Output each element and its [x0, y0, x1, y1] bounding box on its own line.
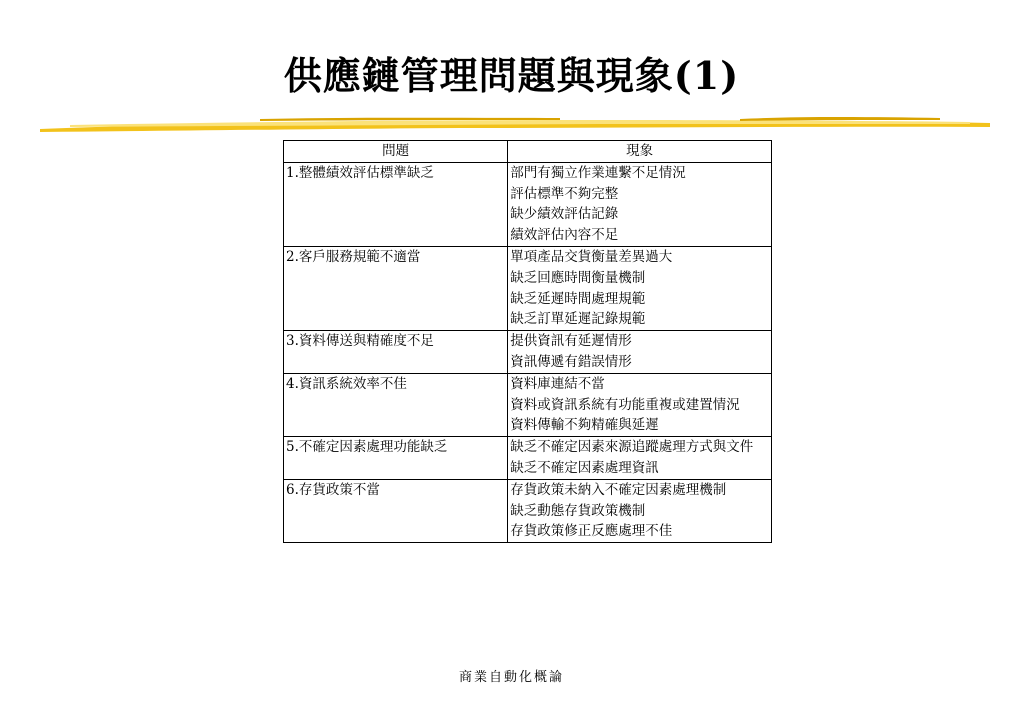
phenomenon-item: 存貨政策修正反應處理不佳: [510, 523, 673, 540]
table-row: [284, 373, 772, 436]
table-row: [284, 162, 772, 246]
phenomenon-item: 缺乏訂單延遲記錄規範: [510, 311, 646, 328]
phenomena-cell: [508, 479, 772, 542]
table-row: [284, 246, 772, 330]
phenomenon-item: 存貨政策未納入不確定因素處理機制: [510, 481, 727, 498]
phenomenon-item: 資訊傳遞有錯誤情形: [510, 353, 632, 370]
phenomenon-item: 單項產品交貨衡量差異過大: [510, 248, 673, 265]
phenomenon-item: 部門有獨立作業連繫不足情況: [510, 164, 686, 181]
issue-cell: 5.不確定因素處理功能缺乏: [284, 437, 508, 480]
issues-table: [283, 140, 772, 543]
phenomenon-item: 評估標準不夠完整: [510, 185, 619, 202]
phenomena-cell: [508, 331, 772, 374]
slide-title: 供應鏈管理問題與現象(1): [283, 53, 740, 98]
table-row: [284, 331, 772, 374]
phenomenon-item: 缺乏回應時間衡量機制: [510, 269, 646, 286]
phenomena-cell: [508, 162, 772, 246]
issue-cell: 6.存貨政策不當: [284, 479, 508, 542]
phenomenon-item: 提供資訊有延遲情形: [510, 333, 632, 350]
phenomenon-item: 資料或資訊系統有功能重複或建置情況: [510, 396, 740, 413]
phenomenon-item: 缺少績效評估記錄: [510, 206, 619, 223]
phenomenon-item: 缺乏動態存貨政策機制: [510, 502, 646, 519]
phenomenon-item: 績效評估內容不足: [510, 227, 619, 244]
phenomenon-item: 缺乏不確定因素來源追蹤處理方式與文件: [510, 439, 754, 456]
phenomenon-item: 缺乏不確定因素處理資訊: [510, 459, 659, 476]
issue-column-header: 問題: [284, 141, 508, 163]
table-header-row: [284, 141, 772, 163]
issue-cell: 1.整體績效評估標準缺乏: [284, 162, 508, 246]
footer-course-name: 商業自動化概論: [458, 670, 564, 685]
table-body: [284, 162, 772, 542]
yellow-brush-underline: [40, 114, 990, 138]
phenomena-cell: [508, 246, 772, 330]
issue-cell: 2.客戶服務規範不適當: [284, 246, 508, 330]
table-row: [284, 479, 772, 542]
phenomenon-item: 資料庫連結不當: [510, 375, 605, 392]
phenomena-cell: [508, 373, 772, 436]
phenomena-cell: [508, 437, 772, 480]
phenomenon-item: 資料傳輸不夠精確與延遲: [510, 417, 659, 434]
issue-cell: 3.資料傳送與精確度不足: [284, 331, 508, 374]
phenomenon-item: 缺乏延遲時間處理規範: [510, 290, 646, 307]
issue-cell: 4.資訊系統效率不佳: [284, 373, 508, 436]
table-row: [284, 437, 772, 480]
phenomenon-column-header: 現象: [508, 141, 772, 163]
